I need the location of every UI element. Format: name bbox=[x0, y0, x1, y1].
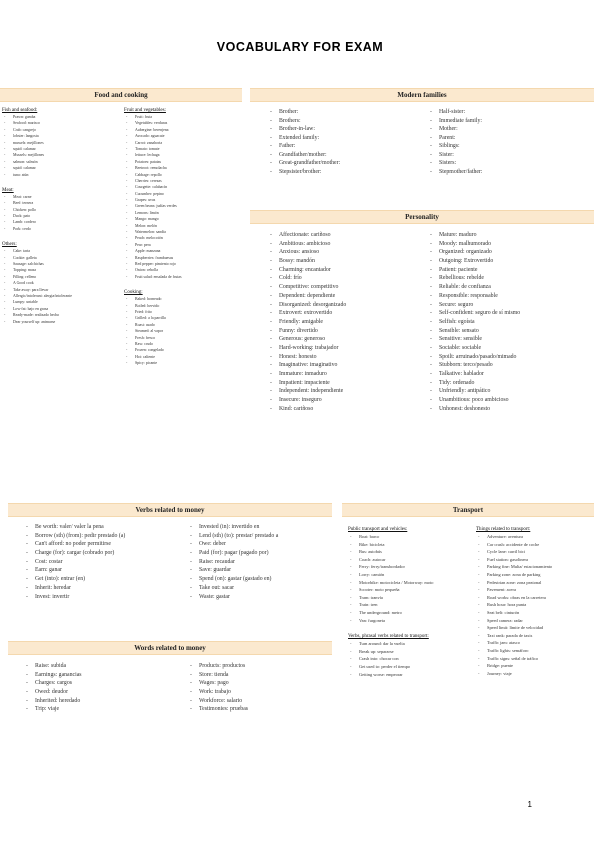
vocab-item: - salmon: salmón bbox=[2, 159, 122, 165]
vocab-item: - Be worth: valer/ valer la pena bbox=[24, 523, 194, 532]
vocab-item: - Workforce: salario bbox=[188, 697, 338, 706]
vocab-item: - Spend (on): gastar (gastado en) bbox=[188, 575, 338, 584]
page-number: 1 bbox=[527, 800, 532, 809]
vocab-item: - Raise: subida bbox=[24, 662, 184, 671]
vocab-item: - Paid (for): pagar (pagado por) bbox=[188, 549, 338, 558]
vocab-item: - Fruit salad: ensalada de frutas bbox=[124, 274, 242, 280]
vocab-item: - A Good cook bbox=[2, 280, 122, 286]
vocab-item: - Fruit: fruta bbox=[124, 114, 242, 120]
vocab-item: - Traffic signs: señal de tráfico bbox=[476, 655, 594, 663]
food-col2-label: Fruit and vegetables: bbox=[124, 108, 166, 113]
vocab-item: - Pear: pera bbox=[124, 242, 242, 248]
vocab-item: - Lend (sth) (to): prestar/ prestado a bbox=[188, 532, 338, 541]
vocab-item: - Speed camera: radar bbox=[476, 617, 594, 625]
vocab-item: - Work: trabajo bbox=[188, 688, 338, 697]
vocab-item: - Brother: bbox=[268, 108, 428, 117]
vocab-item: - Responsible: responsable bbox=[428, 292, 594, 301]
vocab-item: - Mussels: mejillones bbox=[2, 152, 122, 158]
vocab-item: - lobster: langosta bbox=[2, 133, 122, 139]
vocab-item: - Products: productos bbox=[188, 662, 338, 671]
vocab-list bbox=[268, 108, 428, 176]
family-col1 bbox=[268, 108, 428, 176]
vocab-item: - Organized: organizado bbox=[428, 248, 594, 257]
vocab-item: - Potatoes: patatas bbox=[124, 159, 242, 165]
vocab-item: - Stepsister/brother: bbox=[268, 168, 428, 177]
vocab-item: - Seafood: marisco bbox=[2, 120, 122, 126]
vocab-item: - Tomato: tomate bbox=[124, 146, 242, 152]
vocab-item: - Inherit: heredar bbox=[24, 584, 194, 593]
vocab-list bbox=[348, 533, 476, 624]
vocab-item: - Sensitive: sensible bbox=[428, 335, 594, 344]
vocab-item: - Hard-working: trabajador bbox=[268, 344, 428, 353]
transport-section bbox=[342, 503, 594, 517]
vocab-item: - Speed limit: límite de velocidad bbox=[476, 624, 594, 632]
vocab-item: - Rush hour: hora punta bbox=[476, 601, 594, 609]
verbs-money-section bbox=[8, 503, 332, 517]
vocab-item: - Pavement: acera bbox=[476, 586, 594, 594]
vocab-item: - Earnings: ganancias bbox=[24, 671, 184, 680]
vocab-item: - Meat: carne bbox=[2, 194, 122, 200]
vocab-item: - Stepmother/father: bbox=[428, 168, 588, 177]
vocab-item: - lettuce: lechuga bbox=[124, 152, 242, 158]
vocab-item: - Topping: masa bbox=[2, 267, 122, 273]
vocab-item: - Parent: bbox=[428, 134, 588, 143]
vocab-item: - Stubborn: terco/pesado bbox=[428, 361, 594, 370]
vocab-item: - Honest: honesto bbox=[268, 353, 428, 362]
vocab-item: - Owed: deudor bbox=[24, 688, 184, 697]
vocab-item: - Ready-made: realizado hecho bbox=[2, 312, 122, 318]
vocab-item: - Bridge: puente bbox=[476, 662, 594, 670]
vocab-item: - Steamed: al vapor bbox=[124, 328, 242, 334]
vocab-item: - Cold: frío bbox=[268, 274, 428, 283]
vocab-item: - Sausage: salchichas bbox=[2, 261, 122, 267]
vocab-item: - Sisters: bbox=[428, 159, 588, 168]
vocab-item: - Red pepper: pimiento rojo bbox=[124, 261, 242, 267]
vocab-item: - Traffic lights: semáforo bbox=[476, 647, 594, 655]
vocab-list bbox=[268, 231, 428, 413]
vocab-item: - Fuel station: gasolinera bbox=[476, 556, 594, 564]
vocab-item: - Motorbike: motocicleta / Motorway: moto bbox=[348, 579, 476, 587]
vocab-item: - Green beans: judías verdes bbox=[124, 203, 242, 209]
vocab-item: - Father: bbox=[268, 142, 428, 151]
vocab-item: - Borrow (sth) (from): pedir prestado (a) bbox=[24, 532, 194, 541]
words-money-header: Words related to money bbox=[8, 641, 332, 655]
personality-col1 bbox=[268, 231, 428, 413]
vocab-item: - Take away: para llevar bbox=[2, 287, 122, 293]
vocab-item: - Cabbage: repollo bbox=[124, 172, 242, 178]
vocab-item: - Trip: viaje bbox=[24, 705, 184, 714]
vocab-list bbox=[124, 114, 242, 280]
vocab-item: - Crab: cangrejo bbox=[2, 127, 122, 133]
family-col2 bbox=[428, 108, 588, 176]
vocab-list bbox=[188, 662, 338, 714]
vocab-item: - Apple: manzana bbox=[124, 248, 242, 254]
vocab-item: - Road works: obras en la carretera bbox=[476, 594, 594, 602]
vocab-item: - Vegetables: verduras bbox=[124, 120, 242, 126]
vocab-item: - Courgette: calabacín bbox=[124, 184, 242, 190]
vocab-item: - Immediate family: bbox=[428, 117, 588, 126]
vocab-item: - Parking zone: zona de parking bbox=[476, 571, 594, 579]
vocab-item: - Bike: bicicleta bbox=[348, 541, 476, 549]
vocab-item: - Reliable: de confianza bbox=[428, 283, 594, 292]
vocab-item: - Sociable: sociable bbox=[428, 344, 594, 353]
vocab-item: - Hot: caliente bbox=[124, 354, 242, 360]
vocab-item: - Take out: sacar bbox=[188, 584, 338, 593]
vocab-item: - Secure: seguro bbox=[428, 301, 594, 310]
vocab-item: - Seat belt: cinturón bbox=[476, 609, 594, 617]
vocab-item: - Get (into): entrar (en) bbox=[24, 575, 194, 584]
vocab-item: - Self-confident: seguro de sí mismo bbox=[428, 309, 594, 318]
vocab-item: - tuna: atún bbox=[2, 172, 122, 178]
vocab-item: - Independent: independiente bbox=[268, 387, 428, 396]
vocab-item: - Bossy: mandón bbox=[268, 257, 428, 266]
vocab-item: - Brothers: bbox=[268, 117, 428, 126]
vocab-item: - Crash into: chocar con bbox=[348, 655, 476, 663]
vocab-item: - Raise: recaudar bbox=[188, 558, 338, 567]
food-col2 bbox=[124, 107, 242, 366]
vocab-item: - Lamb: cordero bbox=[2, 219, 122, 225]
food-col1 bbox=[2, 107, 122, 325]
vocab-item: - Waste: gastar bbox=[188, 593, 338, 602]
vocab-item: - Tram: tranvía bbox=[348, 594, 476, 602]
vocab-list bbox=[124, 296, 242, 366]
vocab-item: - Unfriendly: antipático bbox=[428, 387, 594, 396]
verbs-money-header: Verbs related to money bbox=[8, 503, 332, 517]
food-col1-label: Meat: bbox=[2, 187, 14, 193]
transport-col1 bbox=[348, 526, 476, 678]
vocab-item: - Spicy: picante bbox=[124, 360, 242, 366]
transport-col1-label: Public transport and vehicles: bbox=[348, 527, 408, 532]
vocab-item: - Grilled: a la parrilla bbox=[124, 315, 242, 321]
vocab-item: - Duck: pato bbox=[2, 213, 122, 219]
vocab-item: - Traffic jam: atasco bbox=[476, 639, 594, 647]
food-col1-label: Fish and seafood: bbox=[2, 108, 38, 113]
vocab-item: - Break up: separarse bbox=[348, 648, 476, 656]
vocab-item: - mussels: mejillones bbox=[2, 140, 122, 146]
vocab-item: - Lumpy: untable bbox=[2, 299, 122, 305]
vocab-list bbox=[24, 662, 184, 714]
vocab-item: - Melon: melón bbox=[124, 223, 242, 229]
vocab-item: - Mango: mango bbox=[124, 216, 242, 222]
vocab-item: - Car crash: accidente de coche bbox=[476, 541, 594, 549]
vocab-item: - Cost: costar bbox=[24, 558, 194, 567]
vocab-item: - Earn: ganar bbox=[24, 566, 194, 575]
vocab-item: - Sister: bbox=[428, 151, 588, 160]
vocab-item: - Scooter: moto pequeña bbox=[348, 586, 476, 594]
vocab-item: - Prawn: gamba bbox=[2, 114, 122, 120]
vocab-item: - Boat: barco bbox=[348, 533, 476, 541]
vocab-item: - Aubergine: berenjena bbox=[124, 127, 242, 133]
vocab-item: - Low-fat: bajo en grasa bbox=[2, 306, 122, 312]
vocab-item: - Dependent: dependiente bbox=[268, 292, 428, 301]
transport-col2 bbox=[476, 526, 594, 677]
vocab-item: - Siblings: bbox=[428, 142, 588, 151]
vocab-item: - Mother: bbox=[428, 125, 588, 134]
vocab-item: - Bus: autobús bbox=[348, 548, 476, 556]
vocab-item: - Store: tienda bbox=[188, 671, 338, 680]
vocab-item: - Mature: maduro bbox=[428, 231, 594, 240]
transport-col1-label: Verbs, phrasal verbs related to transport: bbox=[348, 634, 429, 640]
vocab-item: - Half-sister: bbox=[428, 108, 588, 117]
vocab-item: - Extrovert: extrovertido bbox=[268, 309, 428, 318]
personality-header: Personality bbox=[250, 210, 594, 224]
vocab-item: - squid: calamar bbox=[2, 165, 122, 171]
personality-col2 bbox=[428, 231, 594, 413]
vocab-item: - Moody: malhumorado bbox=[428, 240, 594, 249]
vocab-item: - Beef: ternera bbox=[2, 200, 122, 206]
family-section bbox=[250, 88, 594, 102]
vocab-item: - Talkative: hablador bbox=[428, 370, 594, 379]
vocab-item: - Boiled: hervido bbox=[124, 303, 242, 309]
vocab-item: - Extended family: bbox=[268, 134, 428, 143]
vocab-item: - Parking fine: Multa/ estacionamiento bbox=[476, 563, 594, 571]
page-title: VOCABULARY FOR EXAM bbox=[216, 40, 384, 54]
vocab-item: - Invested (in): invertido en bbox=[188, 523, 338, 532]
vocab-list bbox=[348, 640, 476, 678]
vocab-item: - Invest: invertir bbox=[24, 593, 194, 602]
vocab-item: - Sensible: sensato bbox=[428, 327, 594, 336]
vocab-item: - Peach: melocotón bbox=[124, 235, 242, 241]
vocab-item: - Cookie: galleta bbox=[2, 255, 122, 261]
vocab-item: - Insecure: inseguro bbox=[268, 396, 428, 405]
vocab-item: - Charge (for): cargar (cobrado por) bbox=[24, 549, 194, 558]
vocab-item: - Journey: viaje bbox=[476, 670, 594, 678]
vocab-item: - Generous: generoso bbox=[268, 335, 428, 344]
vocab-item: - Tidy: ordenado bbox=[428, 379, 594, 388]
vocab-item: - Inherited: heredado bbox=[24, 697, 184, 706]
vocab-item: - Charges: cargos bbox=[24, 679, 184, 688]
vocab-item: - Raspberries: frambuesas bbox=[124, 255, 242, 261]
vocab-item: - Testimonies: pruebas bbox=[188, 705, 338, 714]
vocab-item: - Competitive: competitivo bbox=[268, 283, 428, 292]
vocab-item: - Selfish: egoísta bbox=[428, 318, 594, 327]
verbs-money-col2 bbox=[188, 523, 338, 601]
vocab-list bbox=[188, 523, 338, 601]
vocab-item: - Ambitious: ambicioso bbox=[268, 240, 428, 249]
vocab-item: - Can't afford: no poder permitirse bbox=[24, 540, 194, 549]
verbs-money-col1 bbox=[24, 523, 194, 601]
vocab-item: - Outgoing: Extrovertido bbox=[428, 257, 594, 266]
vocab-item: - Cake: tarta bbox=[2, 248, 122, 254]
vocab-item: - Save: guardar bbox=[188, 566, 338, 575]
vocab-item: - Wages: pago bbox=[188, 679, 338, 688]
vocab-item: - Friendly: amigable bbox=[268, 318, 428, 327]
vocab-list bbox=[2, 248, 122, 325]
vocab-item: - Unambitious: poco ambicioso bbox=[428, 396, 594, 405]
transport-header: Transport bbox=[342, 503, 594, 517]
vocab-item: - Avocado: aguacate bbox=[124, 133, 242, 139]
vocab-item: - Immature: inmaduro bbox=[268, 370, 428, 379]
vocab-item: - Cherries: cerezas bbox=[124, 178, 242, 184]
vocab-item: - Brother-in-law: bbox=[268, 125, 428, 134]
vocab-item: - Frozen: congelado bbox=[124, 347, 242, 353]
vocab-item: - Grapes: uvas bbox=[124, 197, 242, 203]
vocab-list bbox=[428, 108, 588, 176]
vocab-item: - Carrot: zanahoria bbox=[124, 140, 242, 146]
vocab-item: - Baked: horneado bbox=[124, 296, 242, 302]
vocab-item: - Fresh: fresco bbox=[124, 335, 242, 341]
vocab-item: - Disorganized: desorganizado bbox=[268, 301, 428, 310]
food-section bbox=[0, 88, 242, 102]
vocab-item: - Pork: cerdo bbox=[2, 226, 122, 232]
vocab-item: - Chicken: pollo bbox=[2, 207, 122, 213]
vocab-item: - Anxious: ansioso bbox=[268, 248, 428, 257]
family-header: Modern families bbox=[250, 88, 594, 102]
vocab-item: - Filling: relleno bbox=[2, 274, 122, 280]
vocab-item: - Pedestrian zone: zona peatonal bbox=[476, 579, 594, 587]
vocab-item: - Getting worse: empeorar bbox=[348, 671, 476, 679]
vocab-item: - Onion: cebolla bbox=[124, 267, 242, 273]
vocab-item: - Dear yourself up: animarse bbox=[2, 319, 122, 325]
words-money-col2 bbox=[188, 662, 338, 714]
vocab-item: - The underground: metro bbox=[348, 609, 476, 617]
vocab-item: - Patient: paciente bbox=[428, 266, 594, 275]
vocab-item: - Get used to: perder el tiempo bbox=[348, 663, 476, 671]
vocab-item: - Rebellious: rebelde bbox=[428, 274, 594, 283]
food-col2-label: Cooking: bbox=[124, 290, 143, 296]
food-col1-label: Others: bbox=[2, 242, 17, 248]
vocab-item: - Lorry: camión bbox=[348, 571, 476, 579]
vocab-list bbox=[428, 231, 594, 413]
vocab-item: - Spoilt: arruinado/pasado/mimado bbox=[428, 353, 594, 362]
vocab-item: - Cycle lane: carril bici bbox=[476, 548, 594, 556]
words-money-col1 bbox=[24, 662, 184, 714]
vocab-item: - Funny: divertido bbox=[268, 327, 428, 336]
vocab-item: - Impatient: impaciente bbox=[268, 379, 428, 388]
vocab-item: - Lemons: limón bbox=[124, 210, 242, 216]
vocab-item: - Kind: cariñoso bbox=[268, 405, 428, 414]
vocab-item: - Fried: frito bbox=[124, 309, 242, 315]
vocab-item: - Watermelon: sandía bbox=[124, 229, 242, 235]
vocab-item: - Affectionate: cariñoso bbox=[268, 231, 428, 240]
vocab-list bbox=[2, 114, 122, 178]
food-header: Food and cooking bbox=[0, 88, 242, 102]
vocab-item: - Cucumber: pepino bbox=[124, 191, 242, 197]
vocab-list bbox=[24, 523, 194, 601]
transport-col2-label: Things related to transport: bbox=[476, 527, 531, 532]
vocab-item: - Owe: deber bbox=[188, 540, 338, 549]
vocab-item: - Imaginative: imaginativo bbox=[268, 361, 428, 370]
vocab-list bbox=[2, 194, 122, 232]
vocab-item: - Coach: autocar bbox=[348, 556, 476, 564]
vocab-item: - Beetroot: remolacha bbox=[124, 165, 242, 171]
vocab-list bbox=[476, 533, 594, 677]
vocab-item: - Adventure: aventura bbox=[476, 533, 594, 541]
vocab-item: - Taxi rank: parada de taxis bbox=[476, 632, 594, 640]
words-money-section bbox=[8, 641, 332, 655]
vocab-item: - Grandfather/mother: bbox=[268, 151, 428, 160]
personality-section bbox=[250, 210, 594, 224]
vocab-item: - Great-grandfather/mother: bbox=[268, 159, 428, 168]
vocab-item: - Van: furgoneta bbox=[348, 617, 476, 625]
vocab-item: - Allergic/intolerant: alergia/intolerante bbox=[2, 293, 122, 299]
vocab-item: - Raw: crudo bbox=[124, 341, 242, 347]
vocab-item: - Roast: asado bbox=[124, 322, 242, 328]
vocab-item: - Ferry: ferry/transbordador bbox=[348, 563, 476, 571]
vocab-item: - Unhonest: deshonesto bbox=[428, 405, 594, 414]
vocab-item: - Train: tren bbox=[348, 601, 476, 609]
vocab-item: - Turn around: dar la vuelta bbox=[348, 640, 476, 648]
vocab-item: - Charming: encantador bbox=[268, 266, 428, 275]
vocab-item: - squid: calamar bbox=[2, 146, 122, 152]
